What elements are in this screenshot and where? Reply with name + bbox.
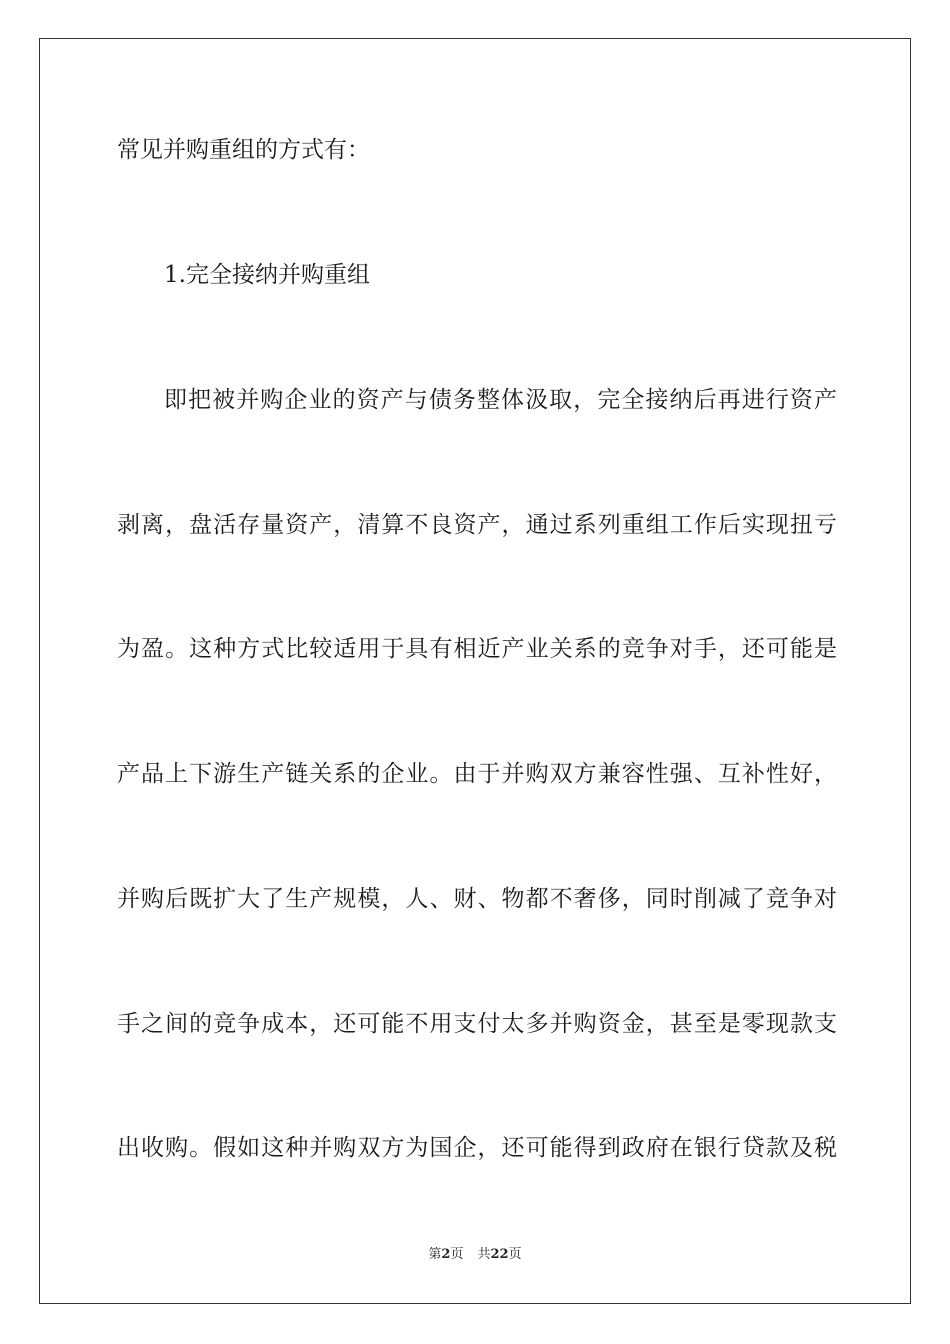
section-heading: 1.完全接纳并购重组 (164, 262, 370, 288)
page-number: 2 (441, 1247, 451, 1262)
body-line: 并购后既扩大了生产规模，人、财、物都不奢侈，同时削减了竞争对 (117, 886, 837, 912)
body-line: 出收购。假如这种并购双方为国企，还可能得到政府在银行贷款及税 (117, 1135, 837, 1161)
body-line: 产品上下游生产链关系的企业。由于并购双方兼容性强、互补性好， (117, 761, 837, 787)
page-border (39, 38, 911, 1304)
body-line: 即把被并购企业的资产与债务整体汲取，完全接纳后再进行资产 (164, 387, 837, 413)
body-line: 剥离，盘活存量资产，清算不良资产，通过系列重组工作后实现扭亏 (117, 512, 837, 538)
page-label-prefix: 第 (428, 1247, 442, 1262)
body-line: 为盈。这种方式比较适用于具有相近产业关系的竞争对手，还可能是 (117, 636, 837, 662)
page-footer (0, 1246, 950, 1264)
page-label-suffix: 页 (450, 1247, 464, 1262)
body-line: 手之间的竞争成本，还可能不用支付太多并购资金，甚至是零现款支 (117, 1011, 837, 1037)
total-pages: 22 (490, 1247, 509, 1262)
total-label-suffix: 页 (508, 1247, 522, 1262)
total-label-prefix: 共 (477, 1247, 491, 1262)
intro-line: 常见并购重组的方式有： (117, 137, 370, 163)
